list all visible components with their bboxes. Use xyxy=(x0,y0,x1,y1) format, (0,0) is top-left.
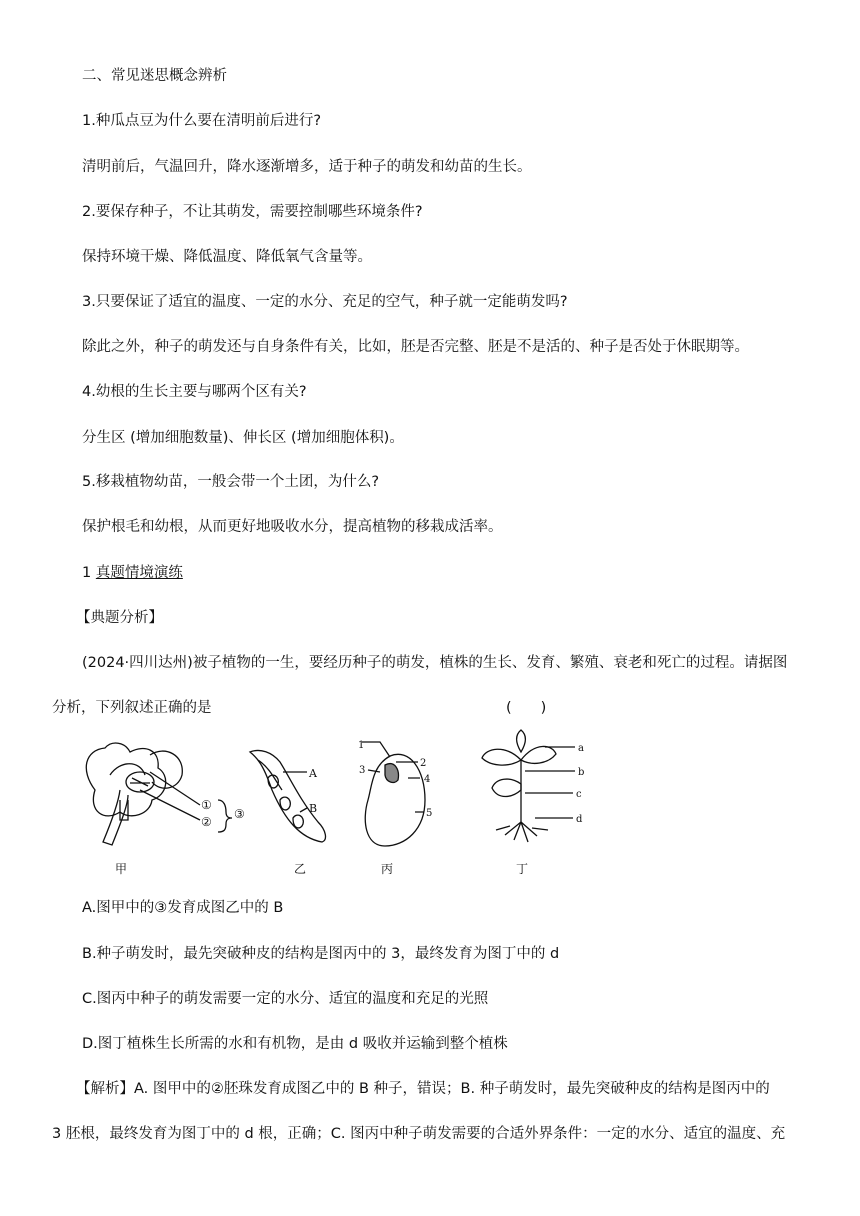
question-line-1: (2024·四川达州)被子植物的一生，要经历种子的萌发，植株的生长、发育、繁殖、衰老和死亡的过程。请据图 xyxy=(82,655,788,671)
question-1: 1.种瓜点豆为什么要在清明前后进行? xyxy=(82,113,322,129)
answer-paren: ( ) xyxy=(506,700,547,716)
caption-yi: 乙 xyxy=(294,862,307,876)
label-b: b xyxy=(578,767,585,778)
label-A: A xyxy=(309,767,317,780)
label-4: 4 xyxy=(424,774,431,785)
explanation-line-2: 3 胚根，最终发育为图丁中的 d 根，正确；C. 图丙中种子萌发需要的合适外界条件：一定的水分、适宜的温度、充 xyxy=(52,1126,786,1142)
answer-5: 保护根毛和幼根，从而更好地吸收水分，提高植物的移栽成活率。 xyxy=(82,519,503,535)
caption-bing: 丙 xyxy=(381,862,394,876)
label-5: 5 xyxy=(426,808,433,819)
question-5: 5.移栽植物幼苗，一般会带一个土团，为什么? xyxy=(82,474,380,490)
option-c: C.图丙中种子的萌发需要一定的水分、适宜的温度和充足的光照 xyxy=(82,991,489,1007)
option-a: A.图甲中的③发育成图乙中的 B xyxy=(82,900,284,916)
label-a: a xyxy=(578,743,584,754)
explanation-line-1: 【解析】A. 图甲中的②胚珠发育成图乙中的 B 种子，错误；B. 种子萌发时，最先突破种皮的结构是图丙中的 xyxy=(76,1081,770,1097)
answer-3: 除此之外，种子的萌发还与自身条件有关，比如，胚是否完整、胚是不是活的、种子是否处于休眠期等。 xyxy=(82,339,749,355)
option-d: D.图丁植株生长所需的水和有机物，是由 d 吸收并运输到整个植株 xyxy=(82,1036,508,1052)
question-4: 4.幼根的生长主要与哪两个区有关? xyxy=(82,384,307,400)
label-3: 3 xyxy=(359,765,366,776)
answer-4: 分生区 (增加细胞数量)、伸长区 (增加细胞体积)。 xyxy=(82,430,404,446)
label-d: d xyxy=(576,814,583,825)
pea-pod-diagram xyxy=(250,750,325,842)
section-title: 二、常见迷思概念辨析 xyxy=(82,68,227,84)
seedling-diagram xyxy=(482,730,575,842)
question-2: 2.要保存种子，不让其萌发，需要控制哪些环境条件? xyxy=(82,204,423,220)
option-b: B.种子萌发时，最先突破种皮的结构是图丙中的 3，最终发育为图丁中的 d xyxy=(82,946,560,962)
label-B: B xyxy=(309,802,318,815)
label-c: c xyxy=(576,789,582,800)
label-1: 1 xyxy=(358,740,365,751)
label-circle-2: ② xyxy=(201,815,212,829)
answer-1: 清明前后，气温回升，降水逐渐增多，适于种子的萌发和幼苗的生长。 xyxy=(82,159,532,175)
label-2: 2 xyxy=(420,758,427,769)
flower-diagram xyxy=(86,743,232,845)
label-circle-3: ③ xyxy=(234,807,245,821)
question-3: 3.只要保证了适宜的温度、一定的水分、充足的空气，种子就一定能萌发吗? xyxy=(82,294,568,310)
caption-jia: 甲 xyxy=(115,862,128,876)
practice-title: 真题情境演练 xyxy=(95,565,183,581)
caption-ding: 丁 xyxy=(516,862,529,876)
practice-number: 1 xyxy=(82,565,92,581)
answer-2: 保持环境干燥、降低温度、降低氧气含量等。 xyxy=(82,249,372,265)
bean-seed-diagram xyxy=(362,742,425,846)
analysis-heading: 【典题分析】 xyxy=(76,610,163,626)
question-line-2: 分析，下列叙述正确的是 xyxy=(52,700,212,716)
practice-heading xyxy=(82,563,183,583)
label-circle-1: ① xyxy=(201,798,212,812)
